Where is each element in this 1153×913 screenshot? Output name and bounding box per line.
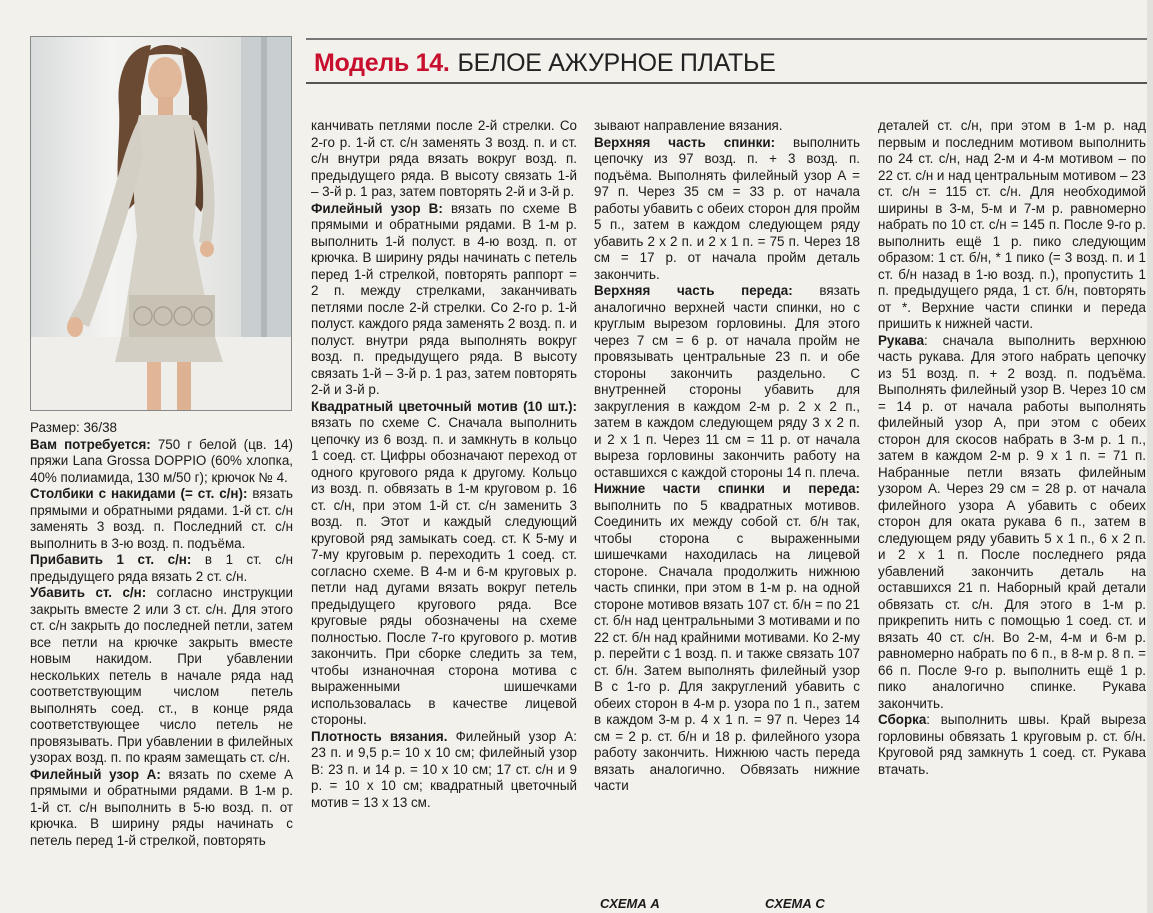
- article-header: [306, 38, 1147, 84]
- paragraph: канчивать петлями после 2-й стрелки. Со 2-го р. 1-й ст. с/н заменять 3 возд. п. и ст. с/н внутри ряда вязать вокруг возд. п. предыдущего ряда. В высоту связать 1-й – 3-й р. 1 раз, затем повторять 2-й и 3-й р.: [311, 118, 577, 199]
- paragraph: Верхняя часть переда: вязать аналогично верхней части спинки, но с круглым вырезом горловины. Для этого через 7 см = 6 р. от начала пройм не провязывать центральные 23 п. и обе стороны закончить раздельно. С внутренней стороны убавить для закругления в каждом 2-м р. 2 х 2 п., затем в каждом следующем ряду 3 х 2 п. и 2 х 1 п. Через 11 см = 11 р. от начала выреза горловины закончить работу на оставшихся с каждой стороны 14 п. плеча.: [594, 283, 860, 480]
- model-in-dress-illustration: [31, 37, 292, 411]
- paragraph: Филейный узор В: вязать по схеме В прямыми и обратными рядами. В 1-м р. выполнить 1-й полуст. в 4-ю возд. п. от крючка. В ширину ряды начинать с петель перед 1-й стрелкой, повторять раппорт = 2 п. между стрелками, заканчивать петлями после 2-й стрелки. Со 2-го р. 1-й полуст. каждого ряда заменять 2 возд. п. и полуст. внутри ряда выполнять вокруг возд. п. предыдущего ряда. В высоту связать 1-й – 3-й р. 1 раз, затем повторять 2-й и 3-й р.: [311, 200, 577, 397]
- paragraph: Нижние части спинки и переда: выполнить по 5 квадратных мотивов. Соединить их между собой ст. б/н так, чтобы сторона с выраженными шишечками находилась на лицевой стороне. Сначала продолжить нижнюю часть спинки, при этом в 1-м р. на одной стороне мотивов вязать 107 ст. б/н = по 21 ст. б/н над центральными 3 мотивами и по 22 ст. б/н над крайними мотивами. Ко 2-му р. перейти с 1 возд. п. и также связать 107 ст. б/н. Затем выполнять филейный узор В с 1-го р. Для закруглений убавить с обеих сторон в 4-м р. узора по 1 п., затем в каждом 3-м р. 4 х 1 п. = 97 п. Через 14 см = 2 р. ст. б/н и 18 р. филейного узора работу закончить. Нижнюю часть переда вязать аналогично. Обвязать нижние части: [594, 481, 860, 793]
- model-number: Модель 14.: [314, 49, 450, 77]
- paragraph: Верхняя часть спинки: выполнить цепочку из 97 возд. п. + 3 возд. п. подъёма. Выполнять филейный узор А = 97 п. Через 35 см = 33 р. от начала работы убавить с обеих сторон для пройм 5 п., затем в каждом следующем ряду убавить 2 х 2 п. и 2 х 1 п. = 75 п. Через 18 см = 17 р. от начала пройм деталь закончить.: [594, 134, 860, 282]
- article-title: [314, 48, 776, 78]
- column-2: [311, 118, 577, 811]
- paragraph: Рукава: сначала выполнить верхнюю часть рукава. Для этого набрать цепочку из 51 возд. п. + 2 возд. п. подъёма. Выполнять филейный узор В. Через 10 см = 14 р. от начала работы выполнять филейный узор А, при этом с обеих сторон для скосов набрать в 3-м р. 1 п., затем в каждом 2-м р. 9 х 1 п. = 71 п. Набранные петли вязать филейным узором А. Через 29 см = 28 р. от начала филейного узора А убавить с обеих сторон для оката рукава 6 п., затем в следующем ряду убавить 5 х 1 п., 6 х 2 п. и 2 х 1 п. После последнего ряда убавлений закончить деталь на оставшихся 21 п. Наборный край детали обвязать ст. с/н. Для этого в 1-м р. прикрепить нить с помощью 1 соед. ст. и вязать 40 ст. с/н. Во 2-м, 4-м и 6-м р. равномерно набрать по 6 п., в 8-м р. 8 п. = 66 п. После 9-го р. выполнить ещё 1 р. пико аналогично спинке. Рукава закончить.: [878, 332, 1146, 711]
- paragraph: деталей ст. с/н, при этом в 1-м р. над первым и последним мотивом выполнить по 24 ст. с/н, над 2-м и 4-м мотивом – по 22 ст. с/н и над центральным мотивом – 23 ст. с/н = 115 ст. с/н. Для необходимой ширины в 3-м, 5-м и 7-м р. равномерно набрать по 10 ст. с/н = 145 п. После 9-го р. выполнить ещё 1 р. пико следующим образом: 1 ст. б/н, * 1 пико (= 3 возд. п. и 1 ст. б/н назад в 1-ю возд. п.), пропустить 1 п. предыдущего ряда, 1 ст. б/н, повторять от *. Верхние части спинки и переда пришить к нижней части.: [878, 118, 1147, 331]
- column-1: [30, 420, 293, 849]
- paragraph: Плотность вязания. Филейный узор А: 23 п. и 9,5 р.= 10 х 10 см; филейный узор В: 23 п. и 14 р. = 10 х 10 см; 17 ст. с/н и 9 р. = 10 х 10 см; квадратный цветочный мотив = 13 х 13 см.: [311, 728, 577, 810]
- paragraph: Квадратный цветочный мотив (10 шт.): вязать по схеме С. Сначала выполнить цепочку из 6 возд. п. и замкнуть в кольцо 1 соед. ст. Цифры обозначают переход от одного кругового ряда к другому. Кольцо из возд. п. обвязать в 1-м круговом р. 16 ст. с/н, при этом 1-й ст. с/н заменить 3 возд. п. Этот и каждый следующий круговой ряд замыкать соед. ст. К 5-му и 7-му круговым р. переходить 1 соед. ст. согласно схеме. В 4-м и 6-м круговых р. петли над дугами вязать вокруг петель предыдущего кругового ряда. Все круговые ряды обозначены на схеме полностью. После 7-го кругового р. мотив закончить. При сборке следить за тем, чтобы изнаночная сторона мотива с выраженными шишечками использовалась в качестве лицевой стороны.: [311, 398, 577, 727]
- paragraph: Прибавить 1 ст. с/н: в 1 ст. с/н предыдущего ряда вязать 2 ст. с/н.: [30, 552, 293, 584]
- column-4: [878, 118, 1146, 778]
- article-name: БЕЛОЕ АЖУРНОЕ ПЛАТЬЕ: [457, 49, 776, 77]
- column-3: [594, 118, 860, 795]
- paragraph: Столбики с накидами (= ст. с/н): вязать прямыми и обратными рядами. 1-й ст. с/н заменять 3 возд. п. Последний ст. с/н выполнить в 3-ю возд. п. подъёма.: [30, 486, 293, 551]
- paragraph: зывают направление вязания.: [594, 118, 783, 133]
- paragraph: Сборка: выполнить швы. Край выреза горловины обвязать 1 круговым р. ст. б/н. Круговой ряд замкнуть 1 соед. ст. Рукава втачать.: [878, 712, 1146, 777]
- paragraph: Вам потребуется: 750 г белой (цв. 14) пряжи Lana Grossa DOPPIO (60% хлопка, 40% полиамида, 130 м/50 г); крючок № 4.: [30, 436, 293, 485]
- paragraph: Филейный узор А: вязать по схеме А прямыми и обратными рядами. В 1-м р. 1-й ст. с/н выполнить в 5-ю возд. п. от крючка. В ширину ряды начинать с петель перед 1-й стрелкой, повторять: [30, 766, 293, 848]
- schema-a-label: СХЕМА А: [600, 896, 660, 911]
- paragraph: Размер: 36/38: [30, 420, 117, 435]
- dress-photo: [30, 36, 292, 411]
- header-rule: [306, 38, 1147, 40]
- page-edge-shade: [1147, 0, 1153, 913]
- schema-c-label: СХЕМА С: [765, 896, 825, 911]
- paragraph: Убавить ст. с/н: согласно инструкции закрыть вместе 2 или 3 ст. с/н. Для этого ст. с/н закрыть до последней петли, затем все петли на крючке закрыть вместе новым накидом. При убавлении нескольких петель в начале ряда над соответствующим числом петель выполнять соед. ст., в конце ряда соответствующее число петель не провязывать. При убавлении в филейных узорах возд. п. по краям замещать ст. с/н.: [30, 585, 293, 765]
